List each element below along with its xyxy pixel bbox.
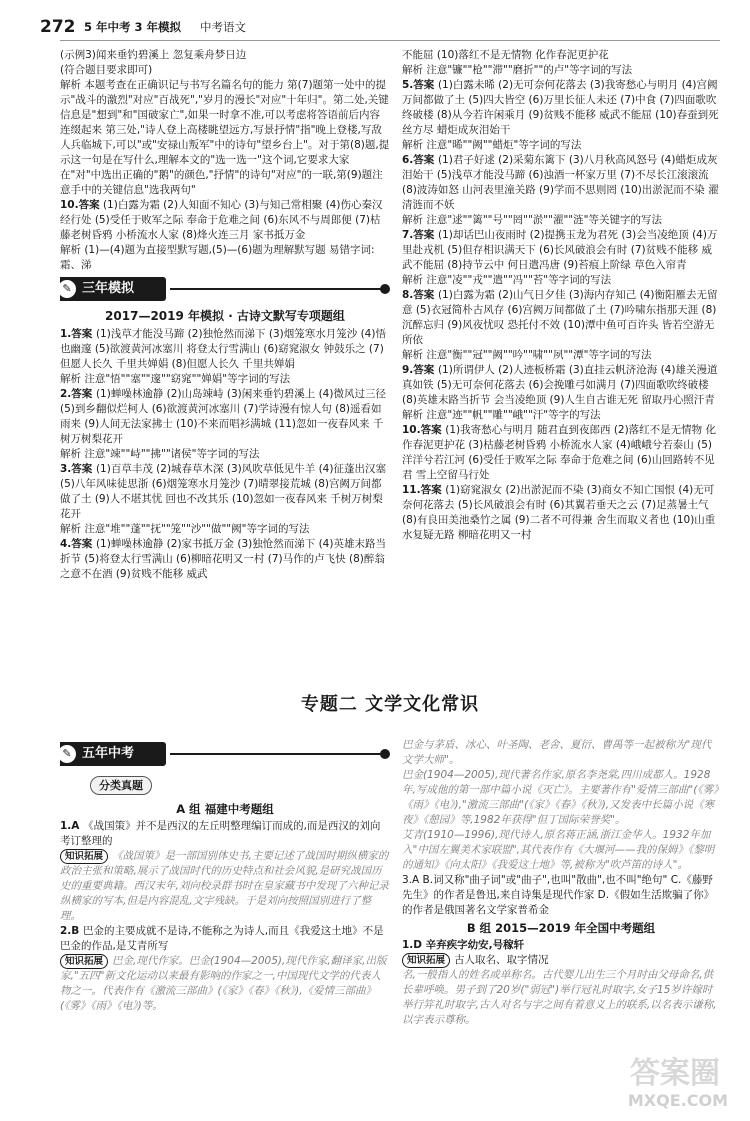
group-title: 2017—2019 年模拟 · 古诗文默写专项题组 bbox=[105, 309, 345, 323]
text-line: 不能屈 (10)落红不是无情物 化作春泥更护花 bbox=[402, 49, 609, 61]
watermark-logo: 答案圈 MXQE.COM bbox=[627, 1056, 728, 1110]
analysis-text: 解析 注意"悟""塞""邃""窈窕""婵娟"等字词的写法 bbox=[60, 373, 291, 385]
answer-item: 3.答案 (1)百草丰茂 (2)城春草木深 (3)风吹草低见牛羊 (4)征蓬出汉塞 (5)八年风味徒思浙 (6)烟笼寒水月笼沙 (7)晴翠接荒城 (8)宫阙万间都做了土 (9)人不堪其忧 回也不改其乐 (10)忽如一夜春风来 千树万树梨花开 bbox=[60, 463, 386, 520]
q3-answer: 3.A B.词又称"曲子词"或"曲子",也叫"散曲",也不叫"绝句" C.《藤野先生》的作者是鲁迅,来自诗集是现代作家 D.《假如生活欺骗了你》的作者是俄国著名文学家普希金 bbox=[402, 874, 715, 916]
knowledge-expansion: 知识拓展 《战国策》是一部国别体史书,主要记述了战国时期纵横家的政治主张和策略,展示了战国时代的历史特点和社会风貌,是研究战国历史的重要典籍。西汉末年,刘向校录群书时在皇家藏书中发现了六种记录纵横家的写本,但是内容混乱,文字残缺。于是刘向按照国别进行了整理。 bbox=[60, 850, 389, 922]
note-line: 巴金与茅盾、冰心、叶圣陶、老舍、夏衍、曹禺等一起被称为"现代文学大师"。 bbox=[402, 739, 712, 766]
analysis-text: 解析 注意"竦""峙""拂""诸侯"等字词的写法 bbox=[60, 448, 260, 460]
analysis-text: 解析 注意"凌""戎""遣""冯""苔"等字词的写法 bbox=[402, 274, 612, 286]
knowledge-tag: 知识拓展 bbox=[60, 954, 108, 969]
category-chip: 分类真题 bbox=[90, 776, 152, 795]
answer-item: 6.答案 (1)君子好逑 (2)采菊东篱下 (3)八月秋高风怒号 (4)蜡炬成灰泪始干 (5)浅草才能没马蹄 (6)浊酒一杯家万里 (7)不尽长江滚滚流 (8)波涛如怒 山河表里潼关路 (9)学而不思则罔 (10)出淤泥而不染 濯清涟而不妖 bbox=[402, 154, 719, 211]
section-band-sannian bbox=[60, 277, 390, 303]
knowledge-expansion: 知识拓展 巴金,现代作家。巴金(1904—2005),现代作家,翻译家,出版家,"五四"新文化运动以来最有影响的作家之一,中国现代文学的代表人物之一。代表作有《激流三部曲》(《家》《春》《秋》),《爱情三部曲》(《雾》《雨》《电》)等。 bbox=[60, 955, 387, 1012]
topic-heading: 专题二 文学文化常识 bbox=[300, 694, 480, 715]
group-title: B 组 2015—2019 年全国中考题组 bbox=[466, 921, 656, 935]
knowledge-tag: 知识拓展 bbox=[402, 953, 450, 968]
handwritten-notes bbox=[402, 738, 720, 873]
q10-analysis: 解析 (1)—(4)题为直接型默写题,(5)—(6)题为理解默写题 易错字词:霜、涕 bbox=[60, 244, 375, 271]
q10-answer: 10.答案 (1)白露为霜 (2)人知面不知心 (3)与知己常相聚 (4)伤心秦汉经行处 (5)受任于败军之际 奉命于危难之间 (6)东风不与周郎便 (7)枯藤老树昏鸦 小桥流水人家 (8)烽火连三月 家书抵万金 bbox=[60, 199, 383, 241]
page-number: 272 bbox=[40, 17, 76, 37]
answer-item: 1.答案 (1)浅草才能没马蹄 (2)独怆然而涕下 (3)烟笼寒水月笼沙 (4)悟也幽邃 (5)欲渡黄河冰塞川 将登太行雪满山 (6)窈窕淑女 钟鼓乐之 (7)但愿人长久 千里共婵娟 (8)但愿人长久 千里共婵娟 bbox=[60, 328, 386, 370]
analysis-text: 解析 注意"迹""帆""雕""峨""汗"等字的写法 bbox=[402, 409, 601, 421]
text-line: 解析 本题考查在正确识记与书写名篇名句的能力 第(7)题第一处中的提示"战斗的激烈"对应"百战死","岁月的漫长"对应"十年归"。第二处,关键信息是"想到"和"国破家亡",如果一时拿不准,可以考虑将答语前后内容连缀起来 第三处,"诗人登上高楼眺望远方,写景抒情"指"晚上登楼,写敌人兵临城下,可以"或"安禄山叛军"中的诗句"望乡台上"。对于第(8)题,提示这一句是在写什么,理解本文的"选一选一"这个词,它要求大家在"对"中选出正确的"鹅"的颜色,"抒情"的诗句"对应"的一联,第(9)题注意手中的关键信息"选我两句" bbox=[60, 79, 390, 196]
answer-item: 1.A 《战国策》并不是西汉的左丘明整理编订而成的,而是西汉的刘向考订整理的 bbox=[60, 820, 381, 847]
right-column-top bbox=[402, 48, 720, 670]
answer-list bbox=[60, 327, 390, 582]
text-line: (示例3)闻来垂钓碧溪上 忽复乘舟梦日边 bbox=[60, 49, 247, 61]
analysis-text: 解析 注意"堆""蓬""抚""笼""沙""做""阙"等字词的写法 bbox=[60, 523, 310, 535]
reader-icon: ✎ bbox=[60, 745, 76, 763]
text-line: (符合题目要求即可) bbox=[60, 64, 153, 76]
answer-item: 8.答案 (1)白露为霜 (2)山气日夕佳 (3)海内存知己 (4)衡阳雁去无留意 (5)衣冠简朴古风存 (6)宫阙万间都做了土 (7)吟啸东指那天涯 (8)沉醉忘归 (9)风夜忧叹 恐托付不效 (10)潭中鱼可百许头 皆若空游无所依 bbox=[402, 289, 718, 346]
reader-icon: ✎ bbox=[60, 280, 76, 298]
answer-list bbox=[402, 78, 720, 543]
knowledge-expansion: 知识拓展 古人取名、取字情况 bbox=[402, 953, 720, 968]
intro-block bbox=[60, 48, 390, 198]
answer-item: 11.答案 (1)窈窕淑女 (2)出淤泥而不染 (3)商女不知亡国恨 (4)无可奈何花落去 (5)长风破浪会有时 (6)其翼若垂天之云 (7)足蒸暑土气 (8)有良田美池桑竹之属 (9)二者不可得兼 舍生而取义者也 (10)山重水复疑无路 柳暗花明又一村 bbox=[402, 484, 716, 541]
answer-item: 2.B 巴金的主要成就不是诗,不能称之为诗人,而且《我爱这土地》不是巴金的作品,是艾青所写 bbox=[60, 925, 384, 952]
answer-item: 10.答案 (1)我寄愁心与明月 随君直到夜郎西 (2)落红不是无情物 化作春泥更护花 (3)枯藤老树昏鸦 小桥流水人家 (4)峨峨兮若泰山 (5)洋洋兮若江河 (6)受任于败军之际 奉命于危难之间 (6)山回路转不见君 雪上空留马行处 bbox=[402, 424, 717, 481]
section-band-label: 五年中考 bbox=[82, 746, 135, 761]
continued-block bbox=[402, 48, 720, 78]
book-title: 5 年中考 3 年模拟 bbox=[84, 20, 182, 34]
note-text: 名,一般指人的姓名或单称名。古代婴儿出生三个月时由父母命名,供长辈呼唤。男子到了20岁("弱冠")举行冠礼时取字,女子15岁许嫁时举行笄礼时取字,古人对名与字之间有着意义上的联系,以名表示谦称,以字表示尊称。 bbox=[402, 969, 717, 1026]
left-column-bottom bbox=[60, 738, 390, 1088]
header-divider bbox=[60, 40, 720, 41]
note-line: 巴金(1904—2005),现代著名作家,原名李尧棠,四川成都人。1928年,写成他的第一部中篇小说《灭亡》。主要著作有"爱情三部曲"(《雾》《雨》《电》),"激流三部曲"(《家》《春》《秋》),又发表中长篇小说《寒夜》《憩园》等,1982年获得"但丁国际荣誉奖"。 bbox=[402, 769, 719, 826]
right-column-bottom bbox=[402, 738, 720, 1088]
left-column-top bbox=[60, 48, 390, 670]
analysis-text: 解析 注意"逑""篱""号""罔""淤""濯""涟"等关键字的写法 bbox=[402, 214, 662, 226]
page-header bbox=[40, 16, 720, 38]
answer-list bbox=[60, 819, 390, 1014]
knowledge-tag: 知识拓展 bbox=[60, 849, 108, 864]
section-band-wunian bbox=[60, 742, 390, 768]
answer-item: 4.答案 (1)蝉噪林逾静 (2)家书抵万金 (3)独怆然而涕下 (4)英雄末路当折节 (5)将登太行雪满山 (6)柳暗花明又一村 (7)马作的卢飞快 (8)醉翁之意不在酒 (9)贫贱不能移 威武 bbox=[60, 538, 386, 580]
answer-item: 7.答案 (1)却话巴山夜雨时 (2)提携玉龙为君死 (3)会当凌绝顶 (4)万里赴戎机 (5)但存相识满天下 (6)长风破浪会有时 (7)贫贱不能移 威武不能屈 (8)持节云中 何日遣冯唐 (9)苔痕上阶绿 草色入帘青 bbox=[402, 229, 718, 271]
section-band-label: 三年模拟 bbox=[82, 281, 135, 296]
group-title: A 组 福建中考题组 bbox=[176, 802, 274, 816]
q1-answer: 1.D 辛弃疾字幼安,号稼轩 bbox=[402, 939, 525, 951]
answer-item: 2.答案 (1)蝉噪林逾静 (2)山岛竦峙 (3)闲来垂钓碧溪上 (4)微风过三径 (5)到乡翻似烂柯人 (6)欲渡黄河冰塞川 (7)学诗漫有惊人句 (8)遥看如雨来 (9)人间无法家拂士 (10)不来而唱衫满城 (11)忽如一夜春风来 千树万树梨花开 bbox=[60, 388, 386, 445]
text-line: 解析 注意"镰""枪""滞""磨折""的卢"等字词的写法 bbox=[402, 64, 633, 76]
analysis-text: 解析 注意"衡""冠""阙""吟""啸""夙""潭"等字词的写法 bbox=[402, 349, 652, 361]
answer-item: 5.答案 (1)白露未晞 (2)无可奈何花落去 (3)我寄愁心与明月 (4)宫阙万间都做了土 (5)四大皆空 (6)万里长征人未还 (7)中食 (7)四面歌吹终破楼 (8)从今若许闲乘月 (9)贫贱不能移 威武不能屈 (10)春蚕到死丝方尽 蜡炬成灰泪始干 bbox=[402, 79, 719, 136]
answer-item: 9.答案 (1)所谓伊人 (2)人迹板桥霜 (3)直挂云帆济沧海 (4)雄关漫道真如铁 (5)无可奈何花落去 (6)会挽雕弓如满月 (7)四面歌吹终破楼 (8)英雄末路当折节 会当凌绝顶 (9)人生自古谁无死 留取丹心照汗青 bbox=[402, 364, 718, 406]
subject-label: 中考语文 bbox=[200, 20, 246, 34]
analysis-text: 解析 注意"晞""阙""蜡炬"等字词的写法 bbox=[402, 139, 582, 151]
note-line: 艾青(1910—1996),现代诗人,原名蒋正涵,浙江金华人。1932年加入"中国左翼美术家联盟",其代表作有《大堰河——我的保姆》《黎明的通知》《向太阳》《我爱这土地》等,被称为"吹芦笛的诗人"。 bbox=[402, 829, 715, 871]
